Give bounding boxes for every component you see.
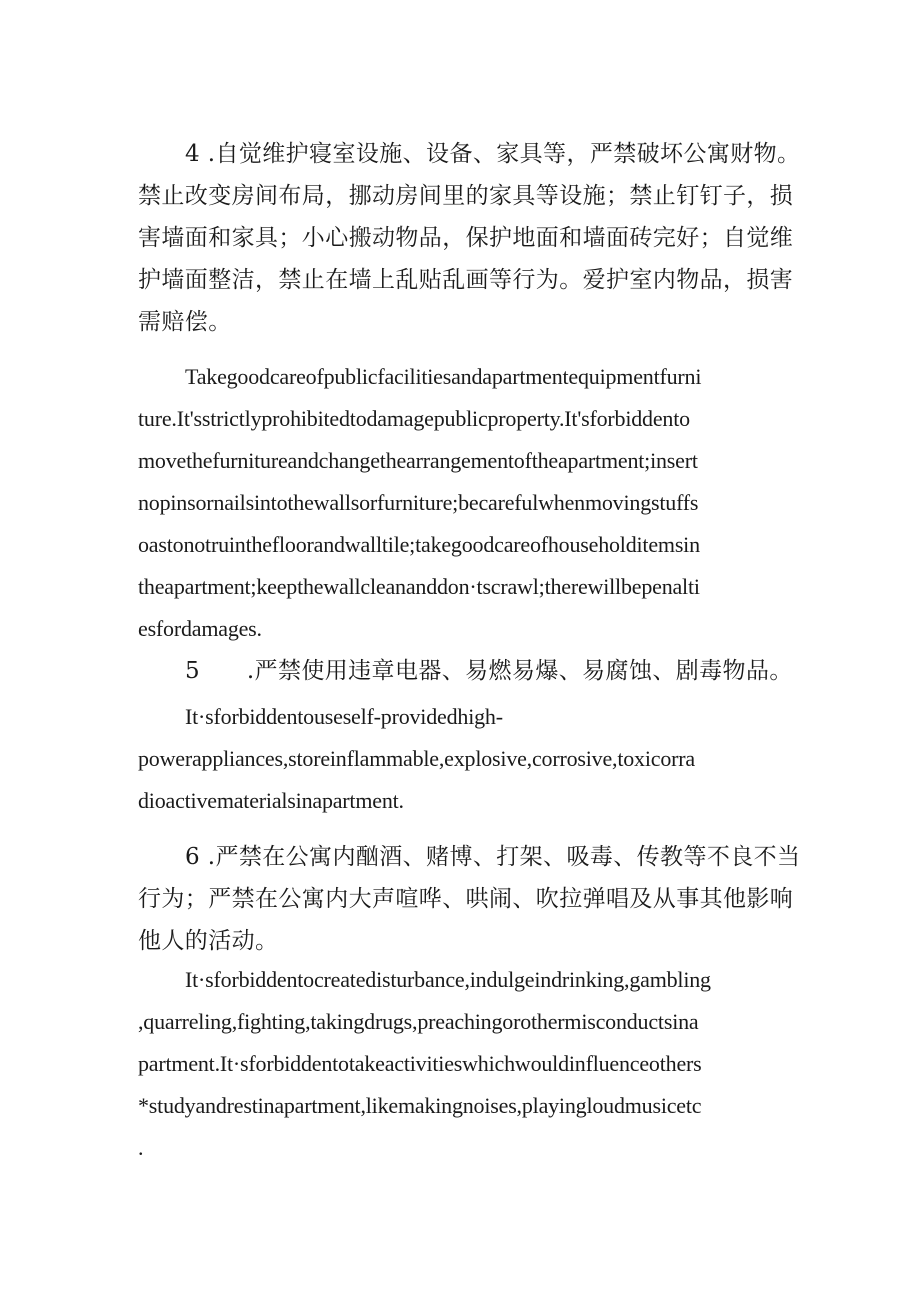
paragraph-line: 需赔偿。 (138, 309, 232, 335)
paragraph-line: It·sforbiddentouseself-providedhigh- (185, 704, 503, 729)
paragraph-line: 禁止改变房间布局，挪动房间里的家具等设施；禁止钉钉子，损 (138, 183, 794, 209)
paragraph-line: It·sforbiddentocreatedisturbance,indulgeindrinking,gambling (185, 967, 711, 992)
rule-5-english-paragraph (138, 696, 788, 822)
paragraph-line: ture.It'sstrictlyprohibitedtodamagepublicproperty.It'sforbiddento (138, 406, 690, 431)
paragraph-line: 护墙面整洁，禁止在墙上乱贴乱画等行为。爱护室内物品，损害 (138, 267, 794, 293)
rule-4-chinese-paragraph (138, 133, 801, 343)
paragraph-line: theapartment;keepthewallcleananddon·tscrawl;therewillbepenalti (138, 574, 700, 599)
rule-6-chinese-paragraph (138, 836, 801, 962)
paragraph-line: oastonotruinthefloorandwalltile;takegoodcareofhouseholditemsin (138, 532, 700, 557)
paragraph-line: 6 .严禁在公寓内酗酒、赌博、打架、吸毒、传教等不良不当 (185, 844, 801, 870)
paragraph-line: 行为；严禁在公寓内大声喧哗、哄闹、吹拉弹唱及从事其他影响 (138, 886, 794, 912)
paragraph-line: powerappliances,storeinflammable,explosive,corrosive,toxicorra (138, 746, 695, 771)
paragraph-line: *studyandrestinapartment,likemakingnoises,playingloudmusicetc (138, 1093, 702, 1118)
paragraph-line: nopinsornailsintothewallsorfurniture;becarefulwhenmovingstuffs (138, 490, 699, 515)
paragraph-line: 他人的活动。 (138, 928, 279, 954)
paragraph-line: movethefurnitureandchangethearrangementoftheapartment;insert (138, 448, 698, 473)
paragraph-line: 4 .自觉维护寝室设施、设备、家具等，严禁破坏公寓财物。 (185, 141, 801, 167)
rule-4-english-paragraph (138, 356, 788, 650)
paragraph-line: esfordamages. (138, 616, 262, 641)
rule-6-english-paragraph (138, 959, 788, 1169)
paragraph-line: ,quarreling,fighting,takingdrugs,preachingorothermisconductsina (138, 1009, 699, 1034)
rule-5-chinese-paragraph (138, 650, 793, 692)
paragraph-line: . (138, 1135, 144, 1160)
paragraph-line: 害墙面和家具；小心搬动物品，保护地面和墙面砖完好；自觉维 (138, 225, 794, 251)
paragraph-line: partment.It·sforbiddentotakeactivitieswhichwouldinfluenceothers (138, 1051, 702, 1076)
paragraph-line: Takegoodcareofpublicfacilitiesandapartmentequipmentfurni (185, 364, 702, 389)
paragraph-line: dioactivematerialsinapartment. (138, 788, 404, 813)
paragraph-line: 5 .严禁使用违章电器、易燃易爆、易腐蚀、剧毒物品。 (185, 658, 793, 684)
